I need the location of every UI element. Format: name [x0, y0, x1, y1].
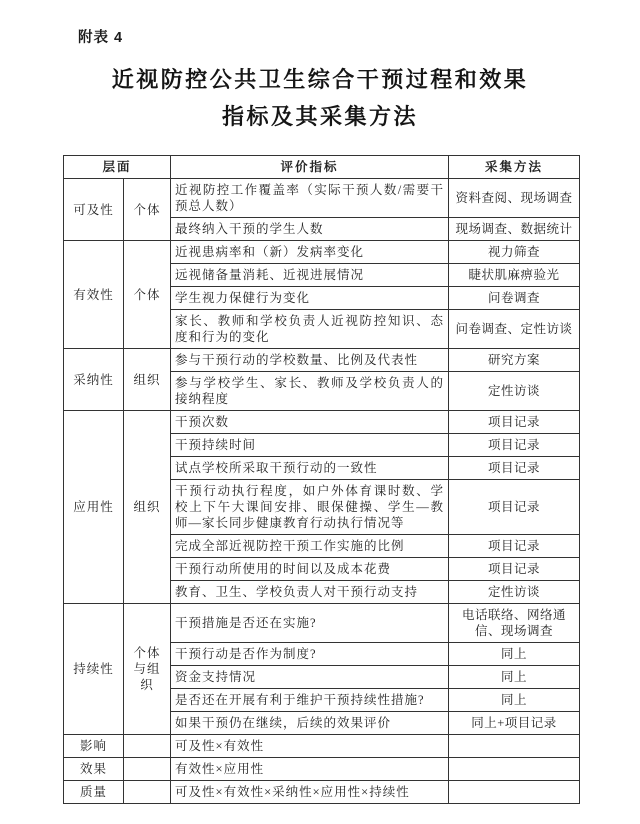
indicator-cell: 可及性×有效性×采纳性×应用性×持续性 — [171, 781, 449, 804]
table-row — [64, 411, 580, 434]
level-cell: 应用性 — [64, 411, 124, 604]
method-cell: 睫状肌麻痹验光 — [449, 264, 580, 287]
indicator-cell: 如果干预仍在继续，后续的效果评价 — [171, 712, 449, 735]
header-indicator: 评价指标 — [171, 156, 449, 179]
method-cell: 项目记录 — [449, 558, 580, 581]
indicator-cell: 参与学校学生、家长、教师及学校负责人的接纳程度 — [171, 372, 449, 411]
level-cell: 采纳性 — [64, 349, 124, 411]
indicator-cell: 是否还在开展有利于维护干预持续性措施? — [171, 689, 449, 712]
indicator-cell: 试点学校所采取干预行动的一致性 — [171, 457, 449, 480]
indicator-cell: 干预持续时间 — [171, 434, 449, 457]
method-cell: 同上 — [449, 643, 580, 666]
indicator-cell: 教育、卫生、学校负责人对干预行动支持 — [171, 581, 449, 604]
level-cell: 效果 — [64, 758, 124, 781]
method-cell: 项目记录 — [449, 535, 580, 558]
sublevel-cell: 个体 — [124, 241, 171, 349]
sublevel-cell — [124, 758, 171, 781]
level-cell: 有效性 — [64, 241, 124, 349]
method-cell: 项目记录 — [449, 411, 580, 434]
indicator-cell: 有效性×应用性 — [171, 758, 449, 781]
level-cell: 可及性 — [64, 179, 124, 241]
table-row — [64, 349, 580, 372]
method-cell — [449, 758, 580, 781]
indicator-cell: 远视储备量消耗、近视进展情况 — [171, 264, 449, 287]
page-title — [0, 61, 640, 135]
indicator-cell: 干预行动是否作为制度? — [171, 643, 449, 666]
method-cell: 电话联络、网络通信、现场调查 — [449, 604, 580, 643]
indicator-cell: 资金支持情况 — [171, 666, 449, 689]
table-row — [64, 781, 580, 804]
header-method: 采集方法 — [449, 156, 580, 179]
table-row — [64, 758, 580, 781]
method-cell: 项目记录 — [449, 457, 580, 480]
method-cell — [449, 735, 580, 758]
indicator-cell: 最终纳入干预的学生人数 — [171, 218, 449, 241]
indicator-cell: 干预行动执行程度，如户外体育课时数、学校上下午大课间安排、眼保健操、学生—教师—家长同步健康教育行动执行情况等 — [171, 480, 449, 535]
indicator-cell: 家长、教师和学校负责人近视防控知识、态度和行为的变化 — [171, 310, 449, 349]
indicator-cell: 可及性×有效性 — [171, 735, 449, 758]
table-row — [64, 604, 580, 643]
indicator-cell: 完成全部近视防控干预工作实施的比例 — [171, 535, 449, 558]
method-cell — [449, 781, 580, 804]
sublevel-cell — [124, 735, 171, 758]
table-row — [64, 179, 580, 218]
table-header-row — [64, 156, 580, 179]
level-cell: 持续性 — [64, 604, 124, 735]
level-cell: 影响 — [64, 735, 124, 758]
sublevel-cell: 组织 — [124, 411, 171, 604]
indicator-cell: 参与干预行动的学校数量、比例及代表性 — [171, 349, 449, 372]
method-cell: 研究方案 — [449, 349, 580, 372]
indicator-cell: 近视防控工作覆盖率（实际干预人数/需要干预总人数） — [171, 179, 449, 218]
method-cell: 资料查阅、现场调查 — [449, 179, 580, 218]
indicators-table — [63, 155, 580, 804]
table-row — [64, 735, 580, 758]
method-cell: 定性访谈 — [449, 581, 580, 604]
level-cell: 质量 — [64, 781, 124, 804]
title-line-1: 近视防控公共卫生综合干预过程和效果 — [111, 67, 529, 92]
method-cell: 项目记录 — [449, 480, 580, 535]
method-cell: 同上 — [449, 689, 580, 712]
indicator-cell: 学生视力保健行为变化 — [171, 287, 449, 310]
sublevel-cell: 组织 — [124, 349, 171, 411]
indicator-cell: 干预措施是否还在实施? — [171, 604, 449, 643]
method-cell: 定性访谈 — [449, 372, 580, 411]
method-cell: 项目记录 — [449, 434, 580, 457]
sublevel-cell: 个体与组织 — [124, 604, 171, 735]
indicator-cell: 干预次数 — [171, 411, 449, 434]
header-level: 层面 — [64, 156, 171, 179]
method-cell: 问卷调查、定性访谈 — [449, 310, 580, 349]
method-cell: 现场调查、数据统计 — [449, 218, 580, 241]
sublevel-cell: 个体 — [124, 179, 171, 241]
title-line-2: 指标及其采集方法 — [221, 104, 418, 129]
indicator-cell: 干预行动所使用的时间以及成本花费 — [171, 558, 449, 581]
method-cell: 问卷调查 — [449, 287, 580, 310]
method-cell: 视力筛查 — [449, 241, 580, 264]
method-cell: 同上 — [449, 666, 580, 689]
method-cell: 同上+项目记录 — [449, 712, 580, 735]
sublevel-cell — [124, 781, 171, 804]
appendix-label: 附表 4 — [78, 30, 124, 46]
table-row — [64, 241, 580, 264]
indicator-cell: 近视患病率和（新）发病率变化 — [171, 241, 449, 264]
